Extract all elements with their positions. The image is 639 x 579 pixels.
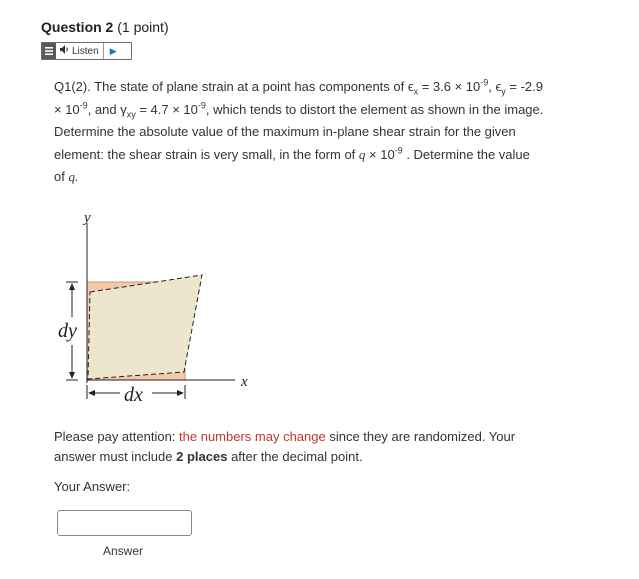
notice-part: after the decimal point.	[227, 449, 363, 464]
question-text	[54, 76, 544, 189]
deformed-element	[88, 275, 202, 379]
question-number: Question 2	[41, 19, 114, 35]
listen-toolbar	[41, 42, 132, 60]
question-header	[41, 19, 169, 35]
strain-figure	[52, 205, 262, 410]
notice-text	[54, 427, 554, 467]
answer-input[interactable]	[57, 510, 192, 536]
epsilon-x-exponent: -9	[480, 77, 489, 88]
epsilon-y-value: = -2.9 × 10	[54, 79, 543, 117]
x-axis-label: x	[241, 374, 248, 390]
gamma-xy-value: = 4.7 × 10	[135, 101, 198, 117]
epsilon-y: $\epsilon_y$	[495, 79, 506, 97]
speaker-icon	[60, 45, 70, 57]
q-variable: q	[358, 146, 366, 162]
menu-icon[interactable]	[42, 43, 56, 59]
separator: ,	[488, 79, 496, 94]
notice-bold: 2 places	[176, 449, 228, 464]
question-points: (1 point)	[117, 19, 169, 35]
listen-label: Listen	[72, 45, 99, 57]
dx-label: dx	[124, 384, 143, 405]
q-variable-end: q.	[68, 169, 79, 184]
notice-part: since they are randomized. Your answer must include	[54, 429, 516, 464]
question-text-part: Q1(2). The state of plane strain at a point has components of	[54, 79, 408, 94]
strain-diagram	[52, 205, 262, 405]
epsilon-x: $\epsilon_x$	[407, 79, 419, 97]
q-multiplier: × 10	[365, 146, 395, 162]
listen-button[interactable]	[56, 43, 104, 59]
gamma-xy: $\gamma_{xy}$	[120, 101, 136, 120]
question-text-part: . Determine the value of	[54, 146, 530, 184]
q-exponent: -9	[394, 145, 403, 156]
your-answer-label: Your Answer:	[54, 479, 131, 494]
gamma-xy-exponent: -9	[197, 100, 206, 111]
epsilon-y-exponent: -9	[79, 100, 88, 111]
answer-field-label: Answer	[103, 544, 144, 558]
separator: , and	[87, 101, 121, 117]
notice-highlight: the numbers may change	[179, 429, 326, 444]
notice-part: Please pay attention:	[54, 429, 180, 444]
y-axis-label: y	[84, 210, 91, 226]
epsilon-x-value: = 3.6 × 10	[418, 79, 481, 94]
dy-label: dy	[58, 320, 77, 342]
question-text-part: , which tends to distort the element as shown in the image. Determine the absolute value of the maximum in-plane shear strain for the given element: the shear strain is very small, in the form of	[54, 101, 544, 162]
play-icon[interactable]: ▶	[109, 45, 117, 56]
